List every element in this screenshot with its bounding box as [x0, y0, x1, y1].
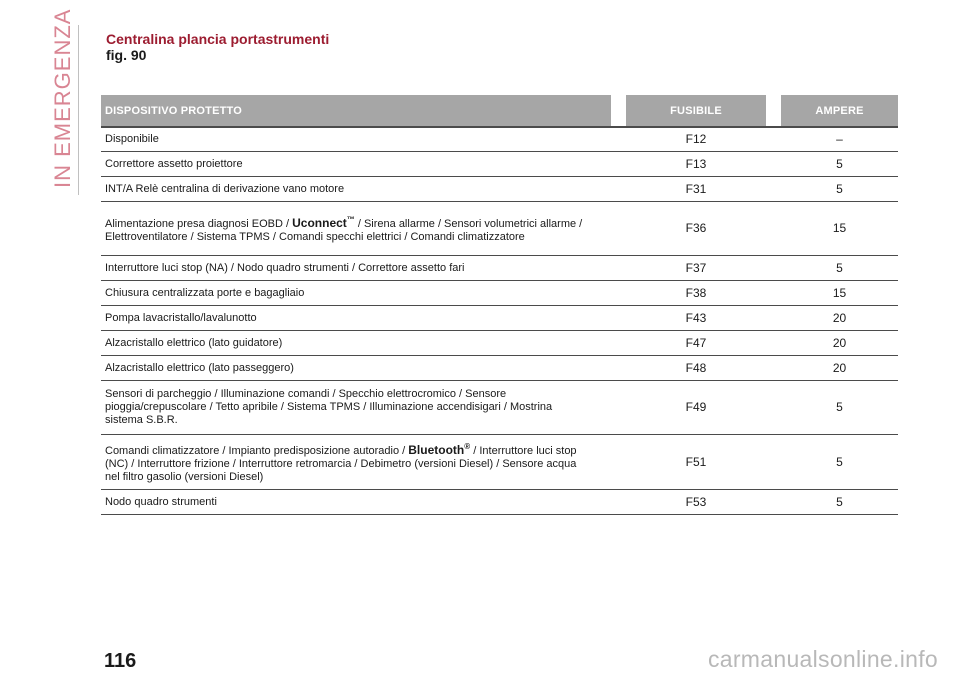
device-cell [101, 440, 611, 484]
table-row [101, 177, 898, 202]
device-text-post: / Sirena allarme / Sensori volumetrici allarme / Elettroventilatore / Sistema TPMS / Comandi specchi elettrici / Comandi climatizzatore [105, 218, 583, 243]
device-cell [101, 213, 611, 244]
device-text-post: / Interruttore luci stop (NC) / Interruttore frizione / Interruttore retromarcia / Debimetro (versioni Diesel) / Sensore acqua nel filtro gasolio (versioni Diesel) [105, 445, 577, 483]
fuse-cell: F12 [685, 132, 707, 146]
table-row [101, 356, 898, 381]
table-row [101, 256, 898, 281]
bluetooth-brand: Bluetooth® [408, 442, 471, 457]
ampere-cell: 5 [836, 181, 843, 196]
ampere-cell: 20 [832, 310, 847, 325]
table-header [101, 95, 898, 128]
device-cell: Alzacristallo elettrico (lato guidatore) [105, 336, 283, 349]
header-device: DISPOSITIVO PROTETTO [101, 95, 611, 126]
fuse-cell: F31 [685, 181, 707, 196]
fuse-cell: F51 [685, 454, 707, 469]
ampere-cell: 5 [836, 454, 843, 469]
uconnect-brand: Uconnect™ [292, 215, 355, 230]
page-title: Centralina plancia portastrumenti [106, 31, 330, 47]
figure-reference: fig. 90 [106, 47, 147, 63]
device-cell: Nodo quadro strumenti [105, 495, 217, 508]
table-row [101, 128, 898, 152]
device-text-pre: Alimentazione presa diagnosi EOBD / [105, 218, 293, 230]
fuse-cell: F53 [685, 494, 707, 509]
table-row [101, 202, 898, 256]
ampere-cell: 5 [836, 400, 843, 414]
device-cell: Disponibile [105, 133, 159, 145]
table-row [101, 435, 898, 490]
fuse-cell: F48 [685, 360, 707, 375]
fuse-cell: F36 [685, 221, 707, 235]
ampere-cell: 15 [832, 285, 847, 300]
device-cell: Sensori di parcheggio / Illuminazione comandi / Specchio elettrocromico / Sensore pioggia/crepuscolare / Tetto apribile / Sistema TPMS / Illuminazione accendisigari / Mostrina sistema S.B.R. [105, 388, 553, 426]
fuse-table [101, 95, 898, 515]
ampere-cell: 5 [836, 156, 843, 171]
table-row [101, 381, 898, 435]
header-ampere: AMPERE [781, 95, 898, 126]
device-cell: Correttore assetto proiettore [105, 157, 243, 170]
ampere-cell: 5 [836, 260, 843, 275]
table-row [101, 331, 898, 356]
table-row [101, 152, 898, 177]
ampere-cell: 20 [832, 335, 847, 350]
table-row [101, 490, 898, 515]
fuse-cell: F49 [685, 400, 707, 414]
device-cell: Interruttore luci stop (NA) / Nodo quadro strumenti / Correttore assetto fari [105, 261, 465, 274]
section-side-label: IN EMERGENZA [50, 8, 75, 188]
device-text-pre: Comandi climatizzatore / Impianto predisposizione autoradio / [105, 445, 409, 457]
table-row [101, 306, 898, 331]
ampere-cell: 5 [836, 494, 843, 509]
ampere-cell: 20 [832, 360, 847, 375]
ampere-cell: – [836, 132, 843, 146]
ampere-cell: 15 [832, 221, 847, 235]
device-cell: Chiusura centralizzata porte e bagagliaio [105, 286, 305, 299]
header-fuse: FUSIBILE [626, 95, 766, 126]
fuse-cell: F47 [685, 335, 707, 350]
side-divider [78, 25, 79, 195]
table-row [101, 281, 898, 306]
watermark: carmanualsonline.info [707, 646, 938, 672]
fuse-cell: F13 [685, 156, 707, 171]
device-cell: INT/A Relè centralina di derivazione vano motore [105, 182, 345, 195]
fuse-cell: F38 [685, 285, 707, 300]
fuse-cell: F37 [685, 260, 707, 275]
device-cell: Pompa lavacristallo/lavalunotto [105, 311, 257, 324]
page-number: 116 [104, 650, 137, 672]
device-cell: Alzacristallo elettrico (lato passeggero) [105, 361, 294, 374]
fuse-cell: F43 [685, 310, 707, 325]
